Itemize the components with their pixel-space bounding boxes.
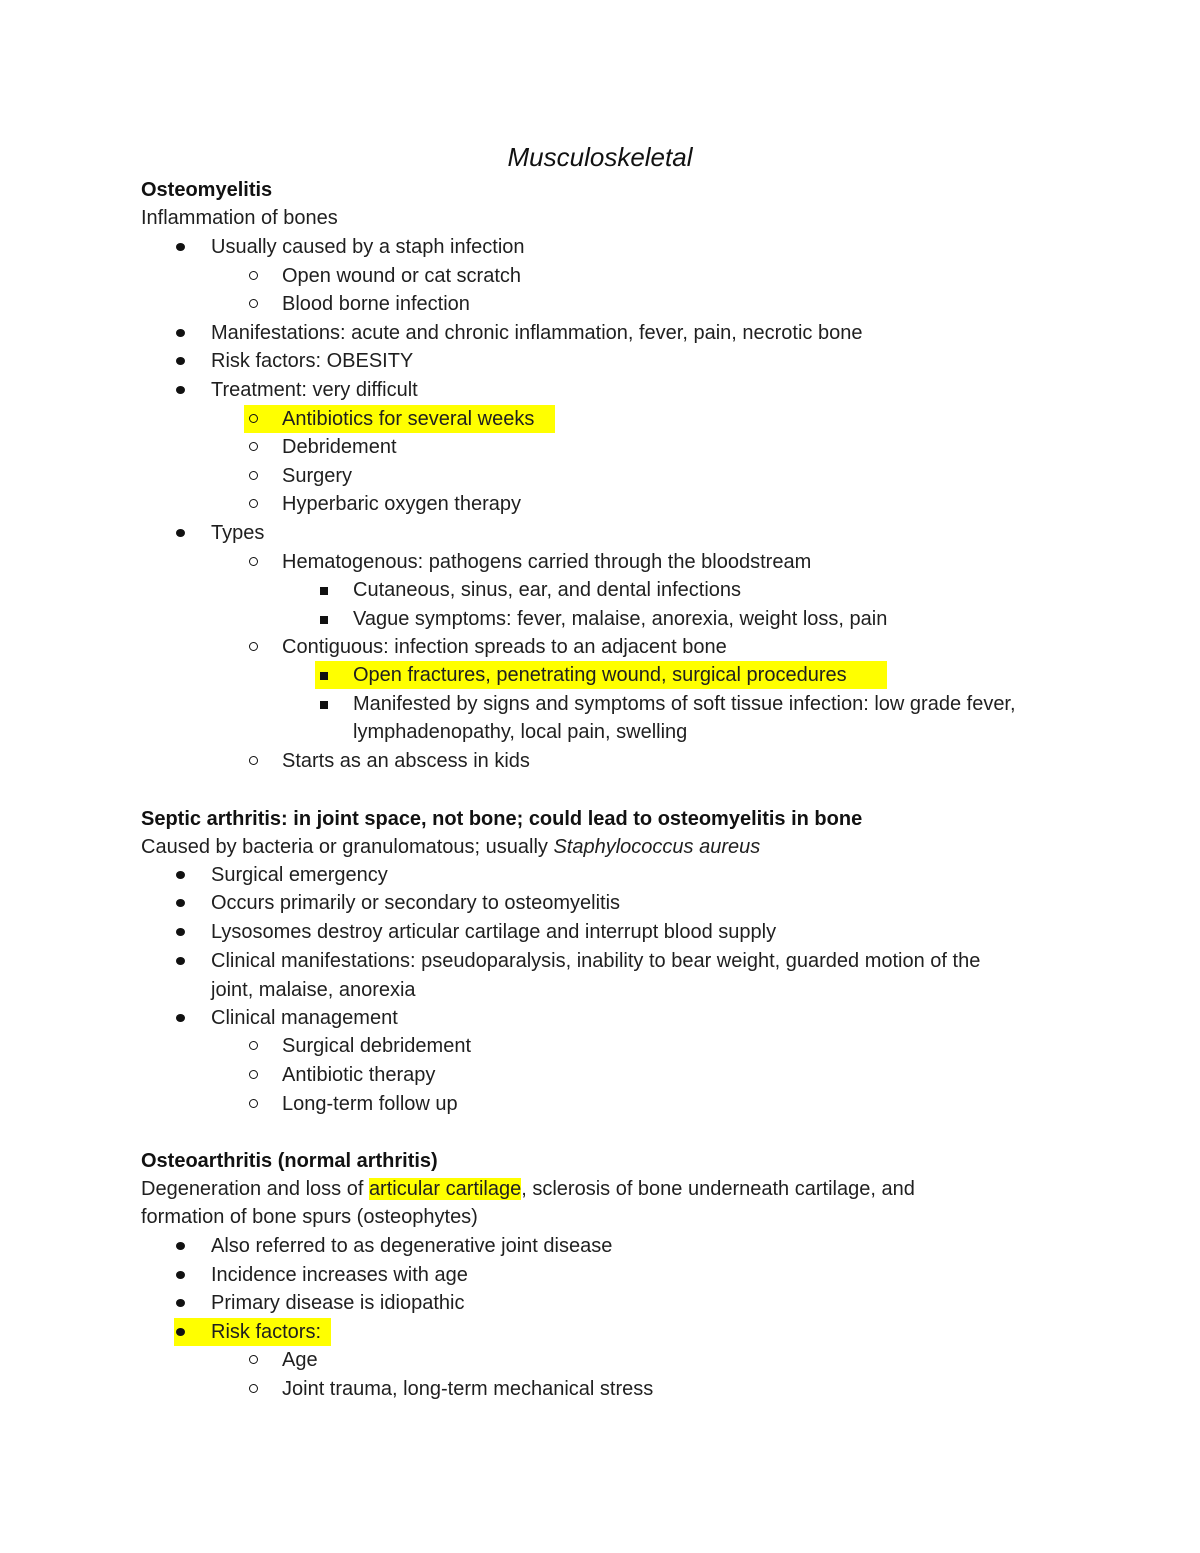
circle-bullet-icon (249, 499, 258, 508)
osteomyelitis-definition: Inflammation of bones (141, 207, 338, 229)
list-item: Types (211, 519, 264, 547)
square-bullet-icon (320, 701, 328, 709)
list-item: Long-term follow up (282, 1090, 458, 1118)
circle-bullet-icon (249, 442, 258, 451)
circle-bullet-icon (249, 1041, 258, 1050)
list-item: Risk factors: OBESITY (211, 347, 413, 375)
list-item: Surgical debridement (282, 1032, 471, 1060)
circle-bullet-icon (249, 299, 258, 308)
section-heading-osteoarthritis: Osteoarthritis (normal arthritis) (141, 1150, 438, 1172)
list-item: Clinical manifestations: pseudoparalysis, inability to bear weight, guarded motion of the (211, 947, 980, 975)
bullet-icon (176, 928, 185, 936)
bullet-icon (176, 386, 185, 394)
bullet-icon (176, 1271, 185, 1279)
circle-bullet-icon (249, 642, 258, 651)
list-item: Also referred to as degenerative joint disease (211, 1232, 612, 1260)
bullet-icon (176, 899, 185, 907)
section-heading-osteomyelitis: Osteomyelitis (141, 179, 273, 201)
list-item: Joint trauma, long-term mechanical stress (282, 1375, 653, 1403)
circle-bullet-icon (249, 1099, 258, 1108)
bullet-icon (176, 1242, 185, 1250)
list-item: Hyperbaric oxygen therapy (282, 490, 521, 518)
circle-bullet-icon (249, 557, 258, 566)
osteoarthritis-definition-line2: formation of bone spurs (osteophytes) (141, 1206, 478, 1228)
septic-arthritis-cause: Caused by bacteria or granulomatous; usually Staphylococcus aureus (141, 836, 761, 858)
list-item: Clinical management (211, 1004, 398, 1032)
list-item: Antibiotic therapy (282, 1061, 435, 1089)
list-item: Usually caused by a staph infection (211, 233, 525, 261)
circle-bullet-icon (249, 756, 258, 765)
list-item: Debridement (282, 433, 397, 461)
list-item: Manifested by signs and symptoms of soft tissue infection: low grade fever, lymphadenopathy, local pain, swelling (353, 690, 1033, 746)
list-item: Surgery (282, 462, 352, 490)
square-bullet-icon (320, 587, 328, 595)
section-heading-septic-arthritis: Septic arthritis: in joint space, not bone; could lead to osteomyelitis in bone (141, 808, 863, 830)
bullet-icon (176, 957, 185, 965)
list-item: Open fractures, penetrating wound, surgical procedures (353, 661, 847, 689)
list-item: Occurs primarily or secondary to osteomyelitis (211, 889, 620, 917)
list-item: Cutaneous, sinus, ear, and dental infections (353, 576, 741, 604)
circle-bullet-icon (249, 1355, 258, 1364)
list-item: Hematogenous: pathogens carried through the bloodstream (282, 548, 811, 576)
list-item: Manifestations: acute and chronic inflammation, fever, pain, necrotic bone (211, 319, 862, 347)
bullet-icon (176, 529, 185, 537)
list-item: Primary disease is idiopathic (211, 1289, 464, 1317)
list-item: Blood borne infection (282, 290, 470, 318)
circle-bullet-icon (249, 414, 258, 423)
bullet-icon (176, 243, 185, 251)
bullet-icon (176, 1299, 185, 1307)
circle-bullet-icon (249, 1384, 258, 1393)
highlighted-term: articular cartilage (368, 1178, 522, 1200)
list-item-continuation: joint, malaise, anorexia (211, 979, 416, 1001)
list-item: Starts as an abscess in kids (282, 747, 530, 775)
list-item: Contiguous: infection spreads to an adjacent bone (282, 633, 727, 661)
list-item: Antibiotics for several weeks (282, 405, 534, 433)
circle-bullet-icon (249, 1070, 258, 1079)
square-bullet-icon (320, 616, 328, 624)
bullet-icon (176, 329, 185, 337)
list-item: Treatment: very difficult (211, 376, 418, 404)
list-item: Lysosomes destroy articular cartilage and interrupt blood supply (211, 918, 776, 946)
bullet-icon (176, 357, 185, 365)
list-item: Incidence increases with age (211, 1261, 468, 1289)
circle-bullet-icon (249, 271, 258, 280)
organism-name: Staphylococcus aureus (553, 836, 761, 858)
list-item: Age (282, 1346, 318, 1374)
square-bullet-icon (320, 672, 328, 680)
osteoarthritis-definition: Degeneration and loss of articular cartilage, sclerosis of bone underneath cartilage, and (141, 1178, 915, 1200)
list-item: Surgical emergency (211, 861, 388, 889)
list-item: Vague symptoms: fever, malaise, anorexia, weight loss, pain (353, 605, 887, 633)
list-item: Open wound or cat scratch (282, 262, 521, 290)
bullet-icon (176, 1014, 185, 1022)
bullet-icon (176, 871, 185, 879)
bullet-icon (176, 1328, 185, 1336)
list-item: Risk factors: (211, 1318, 321, 1346)
page-title: Musculoskeletal (507, 142, 693, 172)
circle-bullet-icon (249, 471, 258, 480)
